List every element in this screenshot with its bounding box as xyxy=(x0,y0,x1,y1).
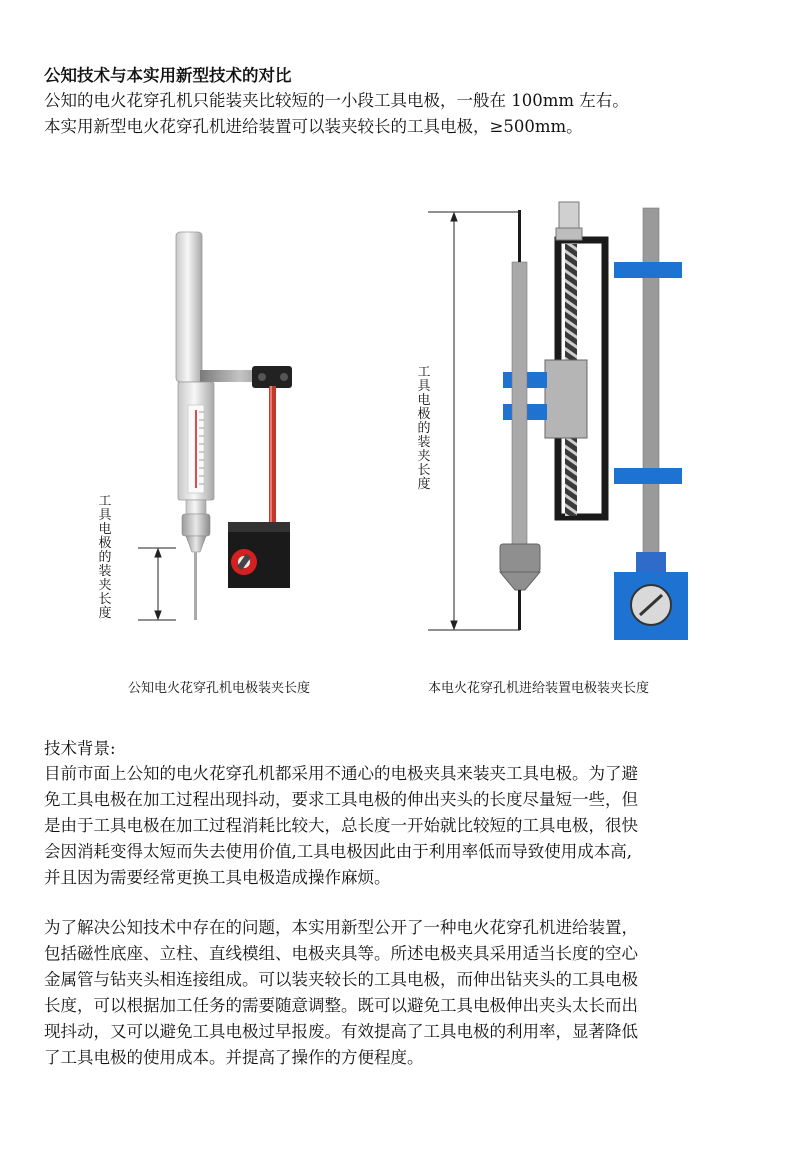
intro-line-2: 本实用新型电火花穿孔机进给装置可以装夹较长的工具电极，≥500mm。 xyxy=(44,117,583,136)
solution-para-line-6: 了工具电极的使用成本。并提高了操作的方便程度。 xyxy=(44,1048,424,1067)
background-heading: 技术背景: xyxy=(44,739,116,758)
intro-line-1: 公知的电火花穿孔机只能装夹比较短的一小段工具电极，一般在 100mm 左右。 xyxy=(44,91,629,110)
background-para1-line-1: 目前市面上公知的电火花穿孔机都采用不通心的电极夹具来装夹工具电极。为了避 xyxy=(44,764,638,783)
solution-para-line-4: 长度，可以根据加工任务的需要随意调整。既可以避免工具电极伸出夹头太长而出 xyxy=(44,996,638,1015)
background-para1-line-2: 免工具电极在加工过程出现抖动，要求工具电极的伸出夹头的长度尽量短一些，但 xyxy=(44,790,638,809)
right-clamp-length-label: 工 具 电 极 的 装 夹 长 度 xyxy=(417,365,431,492)
left-caption: 公知电火花穿孔机电极装夹长度 xyxy=(128,681,311,696)
comparison-heading: 公知技术与本实用新型技术的对比 xyxy=(44,66,292,85)
solution-para-line-3: 金属管与钻夹头相连接组成。可以装夹较长的工具电极，而伸出钻夹头的工具电极 xyxy=(44,970,638,989)
new-device-diagram xyxy=(500,202,688,640)
background-para1-line-3: 是由于工具电极在加工过程消耗比较大，总长度一开始就比较短的工具电极，很快 xyxy=(44,816,638,835)
solution-para-line-2: 包括磁性底座、立柱、直线模组、电极夹具等。所述电极夹具采用适当长度的空心 xyxy=(44,944,638,963)
right-caption: 本电火花穿孔机进给装置电极装夹长度 xyxy=(428,681,650,696)
left-clamp-length-label: 工 具 电 极 的 装 夹 长 度 xyxy=(98,494,112,621)
background-para1-line-5: 并且因为需要经常更换工具电极造成操作麻烦。 xyxy=(44,868,391,887)
left-dimension-arrow xyxy=(138,548,176,620)
solution-para-line-1: 为了解决公知技术中存在的问题，本实用新型公开了一种电火花穿孔机进给装置， xyxy=(44,918,638,937)
conventional-machine-illustration xyxy=(176,232,292,620)
background-para1-line-4: 会因消耗变得太短而失去使用价值,工具电极因此由于利用率低而导致使用成本高, xyxy=(44,842,632,861)
solution-para-line-5: 现抖动，又可以避免工具电极过早报废。有效提高了工具电极的利用率，显著降低 xyxy=(44,1022,638,1041)
